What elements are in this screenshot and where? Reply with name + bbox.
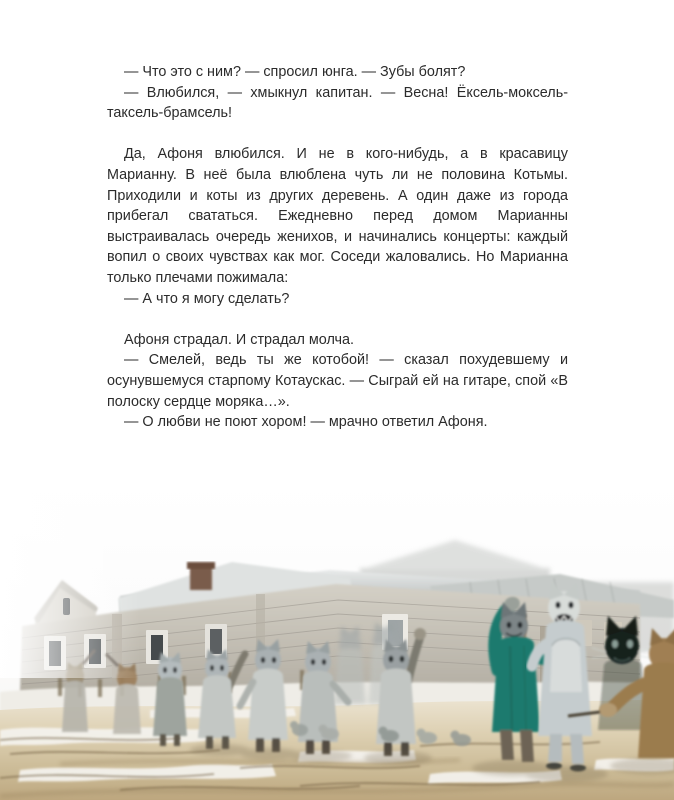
paragraph-6: — Смелей, ведь ты же котобой! — сказал похудевшему и осунувшемуся старпому Котаускас. — Сыграй ей на гитаре, спой «В полоску сердце моряка…». (107, 352, 568, 410)
paragraph-5: Афоня страдал. И страдал молча. (124, 331, 355, 348)
paragraph-2: — Влюбился, — хмыкнул капитан. — Весна! Ёксель-моксель-таксель-брамсель! (107, 84, 568, 122)
paragraph-1: — Что это с ним? — спросил юнга. — Зубы болят? (124, 64, 466, 80)
paragraph-7: — О любви не поют хором! — мрачно ответил Афоня. (124, 414, 488, 431)
page-illustration (0, 478, 674, 800)
paragraph-3: Да, Афоня влюбился. И не в кого-нибудь, а в красавицу Марианну. В неё была влюблена чуть ли не половина Котьмы. Приходили и коты из других деревень. А один даже из города прибегал свататься. Ежедневно перед домом Марианны выстраивалась очередь женихов, и начинались концерты: каждый вопил о своих чувствах как мог. Соседи жаловались. Но Марианна только плечами пожимала: (107, 146, 568, 286)
paragraph-4: — А что я могу сделать? (124, 290, 290, 307)
paragraph-gap-1 (107, 124, 568, 145)
top-edge-fade (0, 478, 674, 538)
page-text-block (107, 62, 568, 433)
paragraph-gap-2 (107, 309, 568, 330)
illustration-artwork (0, 478, 674, 800)
